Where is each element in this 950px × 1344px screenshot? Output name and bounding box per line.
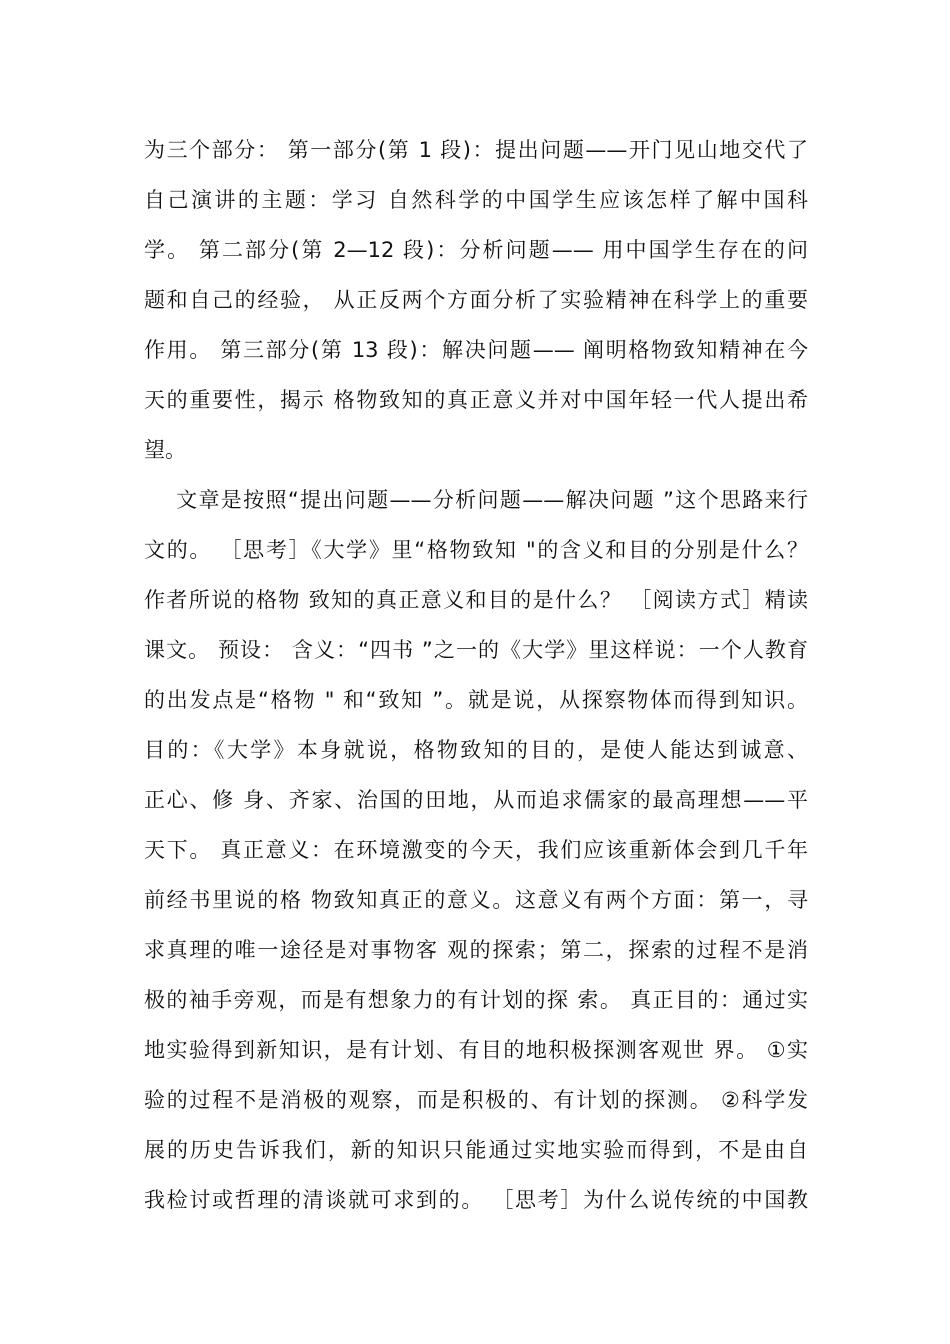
text-line: 求真理的唯一途径是对事物客 观的探索；第二，探索的过程不是消 xyxy=(144,938,808,962)
paragraph-gewu-zhizhi-analysis xyxy=(144,475,808,1225)
text-line: 正心、修 身、齐家、治国的田地，从而追求儒家的最高理想——平 xyxy=(144,788,808,812)
text-line: 极的袖手旁观，而是有想象力的有计划的探 索。 真正目的：通过实 xyxy=(144,988,808,1012)
text-line: 我检讨或哲理的清谈就可求到的。 ［思考］为什么说传统的中国教 xyxy=(144,1188,808,1212)
text-line: 作者所说的格物 致知的真正意义和目的是什么？ ［阅读方式］精读 xyxy=(144,588,808,612)
paragraph-structure-summary xyxy=(144,125,808,475)
text-line: 作用。 第三部分(第 13 段)：解决问题—— 阐明格物致知精神在今 xyxy=(144,338,808,362)
text-line: 前经书里说的格 物致知真正的意义。这意义有两个方面：第一，寻 xyxy=(144,888,808,912)
text-line: 的出发点是“格物 " 和“致知 ”。就是说，从探察物体而得到知识。 xyxy=(144,688,808,712)
text-line: 为三个部分： 第一部分(第 1 段)：提出问题——开门见山地交代了 xyxy=(144,138,808,162)
text-line: 望。 xyxy=(144,438,186,462)
text-line: 地实验得到新知识，是有计划、有目的地积极探测客观世 界。 ①实 xyxy=(144,1038,808,1062)
text-line: 文章是按照“提出问题——分析问题——解决问题 ”这个思路来行 xyxy=(144,488,808,512)
text-line: 天下。 真正意义：在环境激变的今天，我们应该重新体会到几千年 xyxy=(144,838,808,862)
text-line: 学。 第二部分(第 2—12 段)：分析问题—— 用中国学生存在的问 xyxy=(144,238,808,262)
text-line: 天的重要性，揭示 格物致知的真正意义并对中国年轻一代人提出希 xyxy=(144,388,808,412)
text-line: 文的。 ［思考］《大学》里“格物致知 "的含义和目的分别是什么？ xyxy=(144,538,808,562)
text-line: 目的：《大学》本身就说，格物致知的目的，是使人能达到诚意、 xyxy=(144,738,808,762)
text-line: 展的历史告诉我们，新的知识只能通过实地实验而得到，不是由自 xyxy=(144,1138,808,1162)
text-line: 验的过程不是消极的观察，而是积极的、有计划的探测。 ②科学发 xyxy=(144,1088,808,1112)
text-line: 自己演讲的主题：学习 自然科学的中国学生应该怎样了解中国科 xyxy=(144,188,808,212)
text-line: 题和自己的经验， 从正反两个方面分析了实验精神在科学上的重要 xyxy=(144,288,808,312)
text-line: 课文。 预设： 含义：“四书 ”之一的《大学》里这样说：一个人教育 xyxy=(144,638,808,662)
